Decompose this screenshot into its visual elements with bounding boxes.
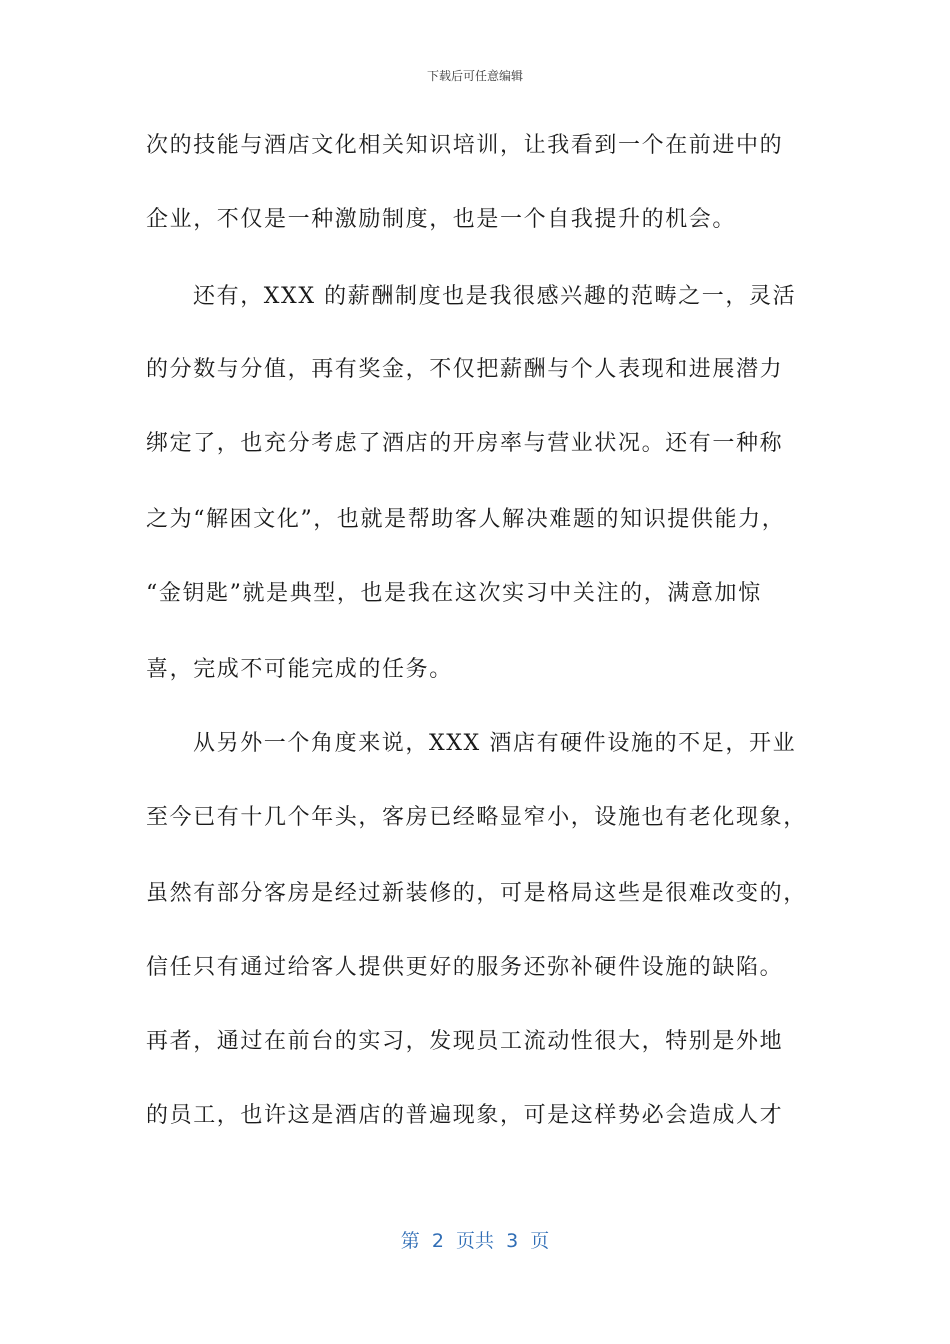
text-line: 绑定了，也充分考虑了酒店的开房率与营业状况。还有一种称: [146, 431, 784, 456]
page-number-text: 第 2 页共 3 页: [400, 1230, 550, 1252]
page-number-footer: [0, 1226, 950, 1253]
text-line: 的分数与分值，再有奖金，不仅把薪酬与个人表现和进展潜力: [146, 357, 784, 382]
text-line: 虽然有部分客房是经过新装修的，可是格局这些是很难改变的，: [146, 881, 807, 906]
text-line: 再者，通过在前台的实习，发现员工流动性很大，特别是外地: [146, 1029, 784, 1054]
text-line: 信任只有通过给客人提供更好的服务还弥补硬件设施的缺陷。: [146, 955, 784, 980]
text-line: 的员工，也许这是酒店的普遍现象，可是这样势必会造成人才: [146, 1103, 784, 1128]
text-line: 喜，完成不可能完成的任务。: [146, 657, 453, 682]
text-line: 之为“解困文化”，也就是帮助客人解决难题的知识提供能力，: [146, 507, 786, 532]
text-line: 次的技能与酒店文化相关知识培训，让我看到一个在前进中的: [146, 133, 784, 158]
text-line: “金钥匙”就是典型，也是我在这次实习中关注的，满意加惊: [146, 581, 762, 606]
text-line: 企业，不仅是一种激励制度，也是一个自我提升的机会。: [146, 207, 737, 232]
text-line: 至今已有十几个年头，客房已经略显窄小，设施也有老化现象，: [146, 805, 807, 830]
page-header-note: 下载后可任意编辑: [426, 69, 523, 83]
paragraph-start-line: 从另外一个角度来说，XXX 酒店有硬件设施的不足，开业: [193, 731, 797, 756]
paragraph-start-line: 还有，XXX 的薪酬制度也是我很感兴趣的范畴之一，灵活: [193, 284, 797, 309]
